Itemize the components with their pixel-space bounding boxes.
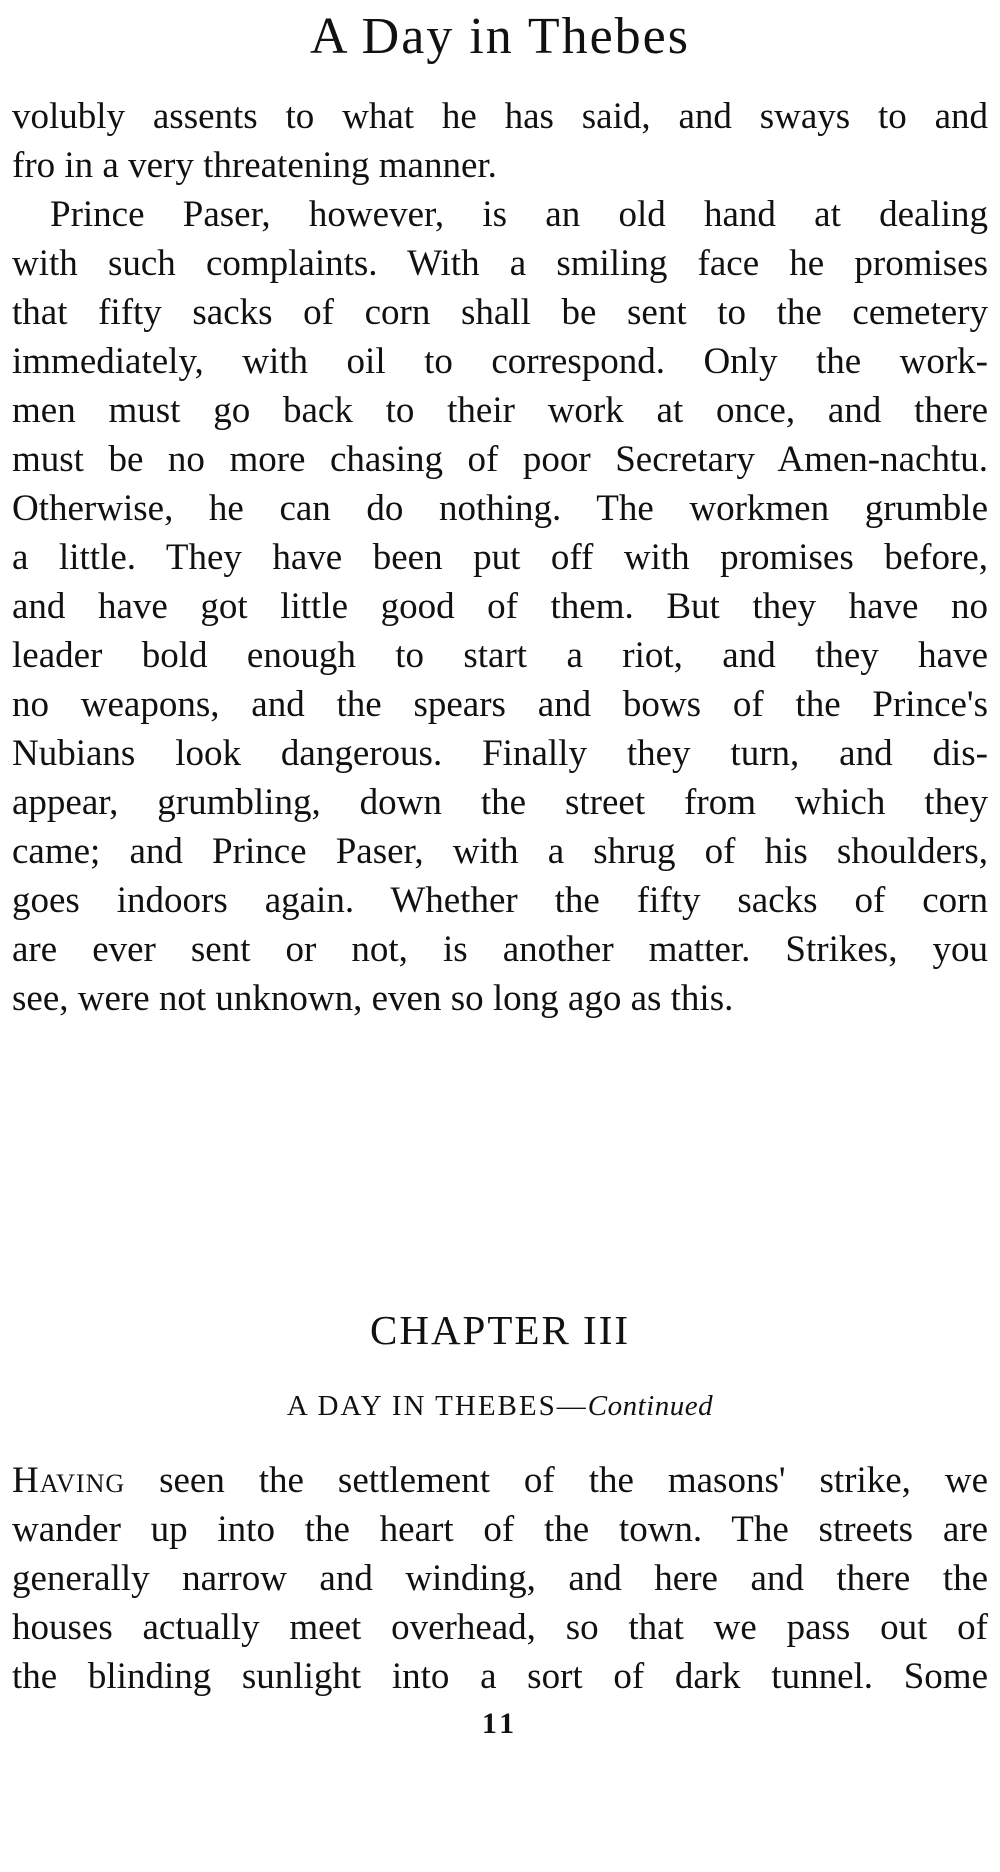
text-line: came; and Prince Paser, with a shrug of his shoulders, bbox=[12, 831, 988, 872]
text-line: a little. They have been put off with promises before, bbox=[12, 537, 988, 578]
text-line: that fifty sacks of corn shall be sent to the cemetery bbox=[12, 292, 988, 333]
chapter-subtitle bbox=[0, 1386, 1000, 1426]
text-line: fro in a very threatening manner. bbox=[12, 145, 497, 186]
text-line: see, were not unknown, even so long ago as this. bbox=[12, 978, 734, 1019]
text-line: must be no more chasing of poor Secretary Amen-nachtu. bbox=[12, 439, 988, 480]
running-head: A Day in Thebes bbox=[310, 8, 690, 65]
text-line: the blinding sunlight into a sort of dark tunnel. Some bbox=[12, 1656, 988, 1697]
opening-word: Having bbox=[12, 1460, 126, 1501]
text-line: generally narrow and winding, and here and there the bbox=[12, 1558, 988, 1599]
text-line: with such complaints. With a smiling face he promises bbox=[12, 243, 988, 284]
chapter-iii-opening bbox=[12, 1456, 988, 1701]
text-line: men must go back to their work at once, and there bbox=[12, 390, 988, 431]
text-line bbox=[12, 1456, 988, 1505]
text-line: are ever sent or not, is another matter. Strikes, you bbox=[12, 929, 988, 970]
text-line: wander up into the heart of the town. The streets are bbox=[12, 1509, 988, 1550]
text-line: houses actually meet overhead, so that we pass out of bbox=[12, 1607, 988, 1648]
text-line: no weapons, and the spears and bows of the Prince's bbox=[12, 684, 988, 725]
text-line: immediately, with oil to correspond. Only the work- bbox=[12, 341, 988, 382]
opening-paragraph bbox=[12, 1456, 988, 1701]
text-line: volubly assents to what he has said, and sways to and bbox=[12, 96, 988, 137]
opening-line-rest: seen the settlement of the masons' strike, we bbox=[125, 1460, 988, 1501]
chapter-subtitle-continued: Continued bbox=[587, 1390, 714, 1422]
text-line: leader bold enough to start a riot, and they have bbox=[12, 635, 988, 676]
chapter-title: CHAPTER III bbox=[369, 1307, 630, 1353]
chapter-ii-ending bbox=[12, 92, 988, 1023]
continuation-paragraph bbox=[12, 92, 988, 190]
text-line: goes indoors again. Whether the fifty sacks of corn bbox=[12, 880, 988, 921]
text-line: Otherwise, he can do nothing. The workmen grumble bbox=[12, 488, 988, 529]
text-line: Nubians look dangerous. Finally they turn, and dis- bbox=[12, 733, 988, 774]
text-line: and have got little good of them. But they have no bbox=[12, 586, 988, 627]
text-line: Prince Paser, however, is an old hand at dealing bbox=[50, 194, 988, 235]
text-line: appear, grumbling, down the street from which they bbox=[12, 782, 988, 823]
chapter-subtitle-main: A DAY IN THEBES— bbox=[286, 1390, 588, 1422]
page-number: 11 bbox=[481, 1707, 519, 1740]
strike-paragraph bbox=[12, 190, 988, 1023]
